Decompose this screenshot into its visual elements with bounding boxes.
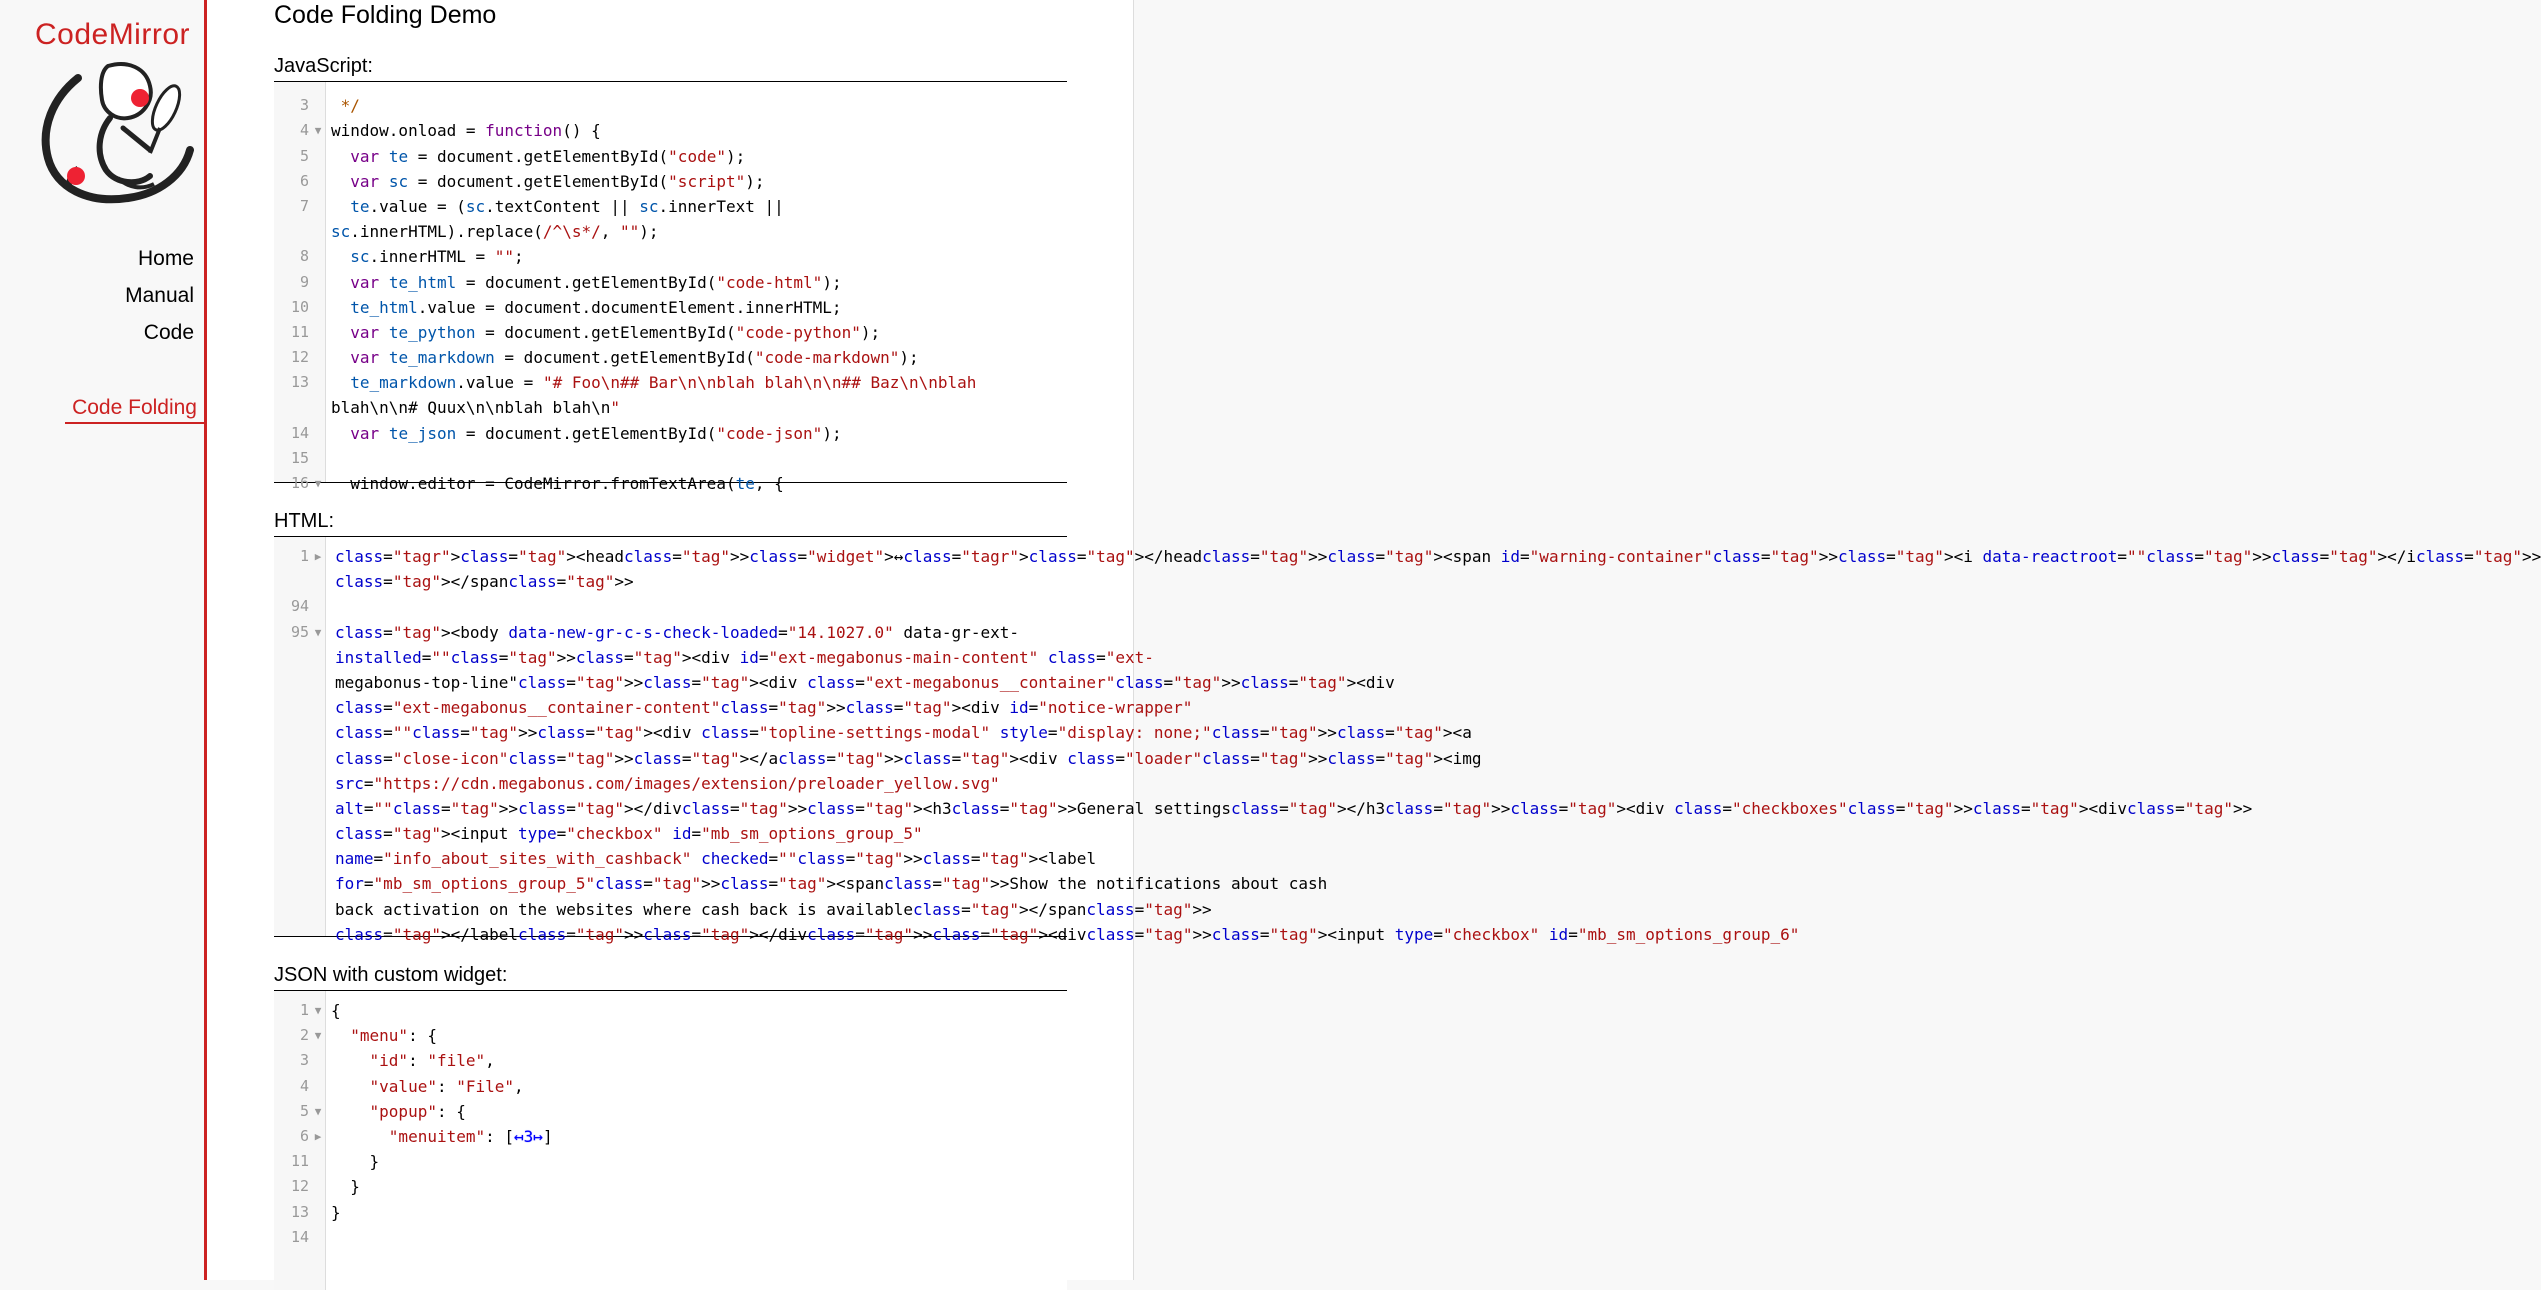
codemirror-logo-icon[interactable] <box>38 58 194 204</box>
nav-link-home[interactable]: Home <box>137 247 194 270</box>
code-line[interactable] <box>274 270 1067 295</box>
code-line[interactable] <box>274 746 1482 771</box>
code-line[interactable] <box>274 1023 1067 1048</box>
code-line[interactable] <box>274 771 1067 796</box>
fold-closed-icon[interactable]: ▶ <box>314 550 322 563</box>
nav-link-code-folding[interactable]: Code Folding <box>65 394 207 424</box>
code-text: var te_json = document.getElementById("code-json"); <box>350 423 842 443</box>
code-text: "value": "File", <box>369 1076 524 1096</box>
code-line[interactable] <box>274 93 1067 118</box>
code-text: class=""class="tag">>class="tag"><div class="topline-settings-modal" style="display: none;"class="tag">>class="tag"><a <box>335 723 1472 743</box>
line-number: 14 <box>290 1227 309 1246</box>
line-number: 16 <box>290 474 309 492</box>
line-number: 7 <box>299 196 309 215</box>
code-line[interactable] <box>274 421 1067 446</box>
code-text: megabonus-top-line"class="tag">>class="tag"><div class="ext-megabonus__container"class="tag">>class="tag"><div <box>335 672 1395 692</box>
code-text: alt=""class="tag">>class="tag"></divclass="tag">>class="tag"><h3class="tag">>General settingsclass="tag"></h3class="tag">>class="tag"><div class="checkboxes"class="tag">>class="tag"><divclass="tag">> <box>335 798 2253 818</box>
line-number: 8 <box>299 247 309 266</box>
code-text: } <box>331 1177 360 1197</box>
code-line[interactable] <box>274 1149 1067 1174</box>
code-line[interactable] <box>274 345 1067 370</box>
code-line[interactable] <box>274 68 1067 93</box>
json-editor[interactable] <box>274 990 1067 1290</box>
code-line[interactable] <box>274 620 1067 645</box>
code-text: src="https://cdn.megabonus.com/images/extension/preloader_yellow.svg" <box>335 773 1000 793</box>
html-editor[interactable] <box>274 536 2541 944</box>
code-line[interactable] <box>274 118 1067 143</box>
code-text: window.editor = CodeMirror.fromTextArea(te, { <box>331 474 784 493</box>
code-line[interactable] <box>274 821 1067 846</box>
line-number: 95 <box>290 622 309 641</box>
fold-open-icon[interactable]: ▼ <box>314 1029 322 1043</box>
line-number: 9 <box>299 272 309 291</box>
fold-closed-icon[interactable]: ▶ <box>314 1129 322 1143</box>
code-text: } <box>331 1202 341 1222</box>
code-line[interactable] <box>274 544 2541 569</box>
code-line[interactable] <box>274 395 1067 420</box>
code-text: name="info_about_sites_with_cashback" checked=""class="tag">>class="tag"><label <box>335 849 1097 869</box>
code-line[interactable] <box>274 1174 1067 1199</box>
sidebar <box>0 0 207 1280</box>
fold-open-icon[interactable]: ▼ <box>314 124 322 138</box>
code-line[interactable] <box>274 219 1067 244</box>
code-text: class="ext-megabonus__container-content"class="tag">>class="tag"><div id="notice-wrapper" <box>335 698 1193 718</box>
code-line[interactable] <box>274 1099 1067 1124</box>
line-number: 13 <box>290 1202 309 1221</box>
content-edge <box>1133 0 1134 1280</box>
line-number: 11 <box>290 322 309 341</box>
code-text: class="tag"><input type="checkbox" id="mb_sm_options_group_5" <box>335 824 923 844</box>
line-number: 3 <box>299 96 309 115</box>
code-text: var te_html = document.getElementById("code-html"); <box>350 272 842 292</box>
line-number: 4 <box>299 121 309 140</box>
fold-open-icon[interactable]: ▼ <box>314 625 322 639</box>
code-line[interactable] <box>274 645 1154 670</box>
js-section-label: JavaScript: <box>274 55 373 77</box>
code-line[interactable] <box>274 998 1067 1023</box>
line-number: 2 <box>299 1026 309 1045</box>
code-text: class="tagr">class="tag"><headclass="tag">>class="widget">↔class="tagr">class="tag"></headclass="tag">>class="tag"><span id="warning-container"class="tag">>class="tag"><i data-reactroot=""class="tag">>class="tag"></iclass="tag">> <box>335 547 2541 566</box>
fold-open-icon[interactable]: ▼ <box>314 1104 322 1118</box>
code-text: class="tag"></spanclass="tag">> <box>335 572 634 592</box>
line-number: 6 <box>299 1126 309 1145</box>
code-text: var sc = document.getElementById("script"); <box>350 171 765 191</box>
code-text: "popup": { <box>369 1101 466 1121</box>
code-line[interactable] <box>274 720 1472 745</box>
fold-open-icon[interactable]: ▼ <box>314 477 322 490</box>
code-text: "menu": { <box>350 1026 437 1046</box>
code-line[interactable] <box>274 796 2253 821</box>
line-number: 94 <box>290 597 309 616</box>
code-text: class="tag"></labelclass="tag">>class="tag"></divclass="tag">>class="tag"><divclass="tag">>class="tag"><input type="checkbox" id="mb_sm_options_group_6" <box>335 924 1800 944</box>
code-text: installed=""class="tag">>class="tag"><div id="ext-megabonus-main-content" class="ext- <box>335 647 1154 667</box>
code-text: back activation on the websites where cash back is availableclass="tag"></spanclass="tag">> <box>335 899 1212 919</box>
code-text: class="tag"><body data-new-gr-c-s-check-loaded="14.1027.0" data-gr-ext- <box>335 622 1019 642</box>
line-number: 5 <box>299 1101 309 1120</box>
code-line[interactable] <box>274 695 1193 720</box>
code-text: blah\n\n# Quux\n\nblah blah\n" <box>331 398 620 418</box>
code-line[interactable] <box>274 1200 1067 1225</box>
line-number: 1 <box>299 1001 309 1019</box>
line-number: 15 <box>290 448 309 467</box>
nav-link-code[interactable]: Code <box>143 321 194 344</box>
code-line[interactable] <box>274 446 1067 471</box>
line-number: 10 <box>290 297 309 316</box>
line-number: 13 <box>290 373 309 392</box>
javascript-editor[interactable] <box>274 81 1067 493</box>
nav-link-manual[interactable]: Manual <box>125 284 194 307</box>
line-number: 1 <box>299 547 309 565</box>
code-line[interactable] <box>274 471 1067 496</box>
code-line[interactable] <box>274 1124 1067 1149</box>
code-line[interactable] <box>274 569 1067 594</box>
code-line[interactable] <box>274 1048 1067 1073</box>
code-text: te_html.value = document.documentElement.innerHTML; <box>350 297 842 317</box>
fold-open-icon[interactable]: ▼ <box>314 1004 322 1017</box>
logo-text[interactable]: CodeMirror <box>34 18 190 51</box>
code-text: te.value = (sc.textContent || sc.innerText || <box>350 196 784 216</box>
code-line[interactable] <box>274 1225 1067 1250</box>
code-line[interactable] <box>274 244 1067 269</box>
html-section-label: HTML: <box>274 510 334 532</box>
line-number: 3 <box>299 1051 309 1070</box>
code-line[interactable] <box>274 144 1067 169</box>
code-text: class="close-icon"class="tag">>class="tag"></aclass="tag">>class="tag"><div class="loader"class="tag">>class="tag"><img <box>335 748 1482 768</box>
code-text: sc.innerHTML = ""; <box>350 247 524 267</box>
json-section-label: JSON with custom widget: <box>274 964 508 986</box>
code-line[interactable] <box>274 594 1067 619</box>
line-number: 12 <box>290 1177 309 1196</box>
code-line[interactable] <box>274 670 1395 695</box>
code-text: "id": "file", <box>369 1051 495 1071</box>
code-line[interactable] <box>274 320 1067 345</box>
code-text: te_markdown.value = "# Foo\n## Bar\n\nblah blah\n\n## Baz\n\nblah <box>350 373 977 393</box>
line-number: 6 <box>299 171 309 190</box>
code-line[interactable] <box>274 871 1328 896</box>
code-line[interactable] <box>274 1074 1067 1099</box>
code-line[interactable] <box>274 169 1067 194</box>
code-line[interactable] <box>274 370 1067 395</box>
line-number: 4 <box>299 1076 309 1095</box>
line-number: 14 <box>290 423 309 442</box>
code-text: { <box>331 1001 341 1020</box>
line-number: 11 <box>290 1152 309 1171</box>
page-title: Code Folding Demo <box>274 1 497 29</box>
code-text: var te_markdown = document.getElementById("code-markdown"); <box>350 348 919 368</box>
code-line[interactable] <box>274 846 1097 871</box>
code-text: sc.innerHTML).replace(/^\s*/, ""); <box>331 222 659 242</box>
code-text: var te_python = document.getElementById("code-python"); <box>350 322 881 342</box>
nav-links <box>125 244 194 355</box>
line-number: 5 <box>299 146 309 165</box>
code-line[interactable] <box>274 897 1212 922</box>
code-text: for="mb_sm_options_group_5"class="tag">>class="tag"><spanclass="tag">>Show the notifications about cash <box>335 874 1328 894</box>
code-line[interactable] <box>274 922 1800 947</box>
fold-widget-icon[interactable]: ↤3↦ <box>514 1126 543 1146</box>
code-text: "menuitem": [↤3↦] <box>388 1126 553 1146</box>
code-text: var te = document.getElementById("code"); <box>350 146 746 166</box>
code-line[interactable] <box>274 194 1067 219</box>
code-line[interactable] <box>274 295 1067 320</box>
code-text: } <box>331 1152 380 1172</box>
line-number: 12 <box>290 348 309 367</box>
code-text: window.onload = function() { <box>331 121 601 141</box>
code-text: */ <box>331 96 360 116</box>
